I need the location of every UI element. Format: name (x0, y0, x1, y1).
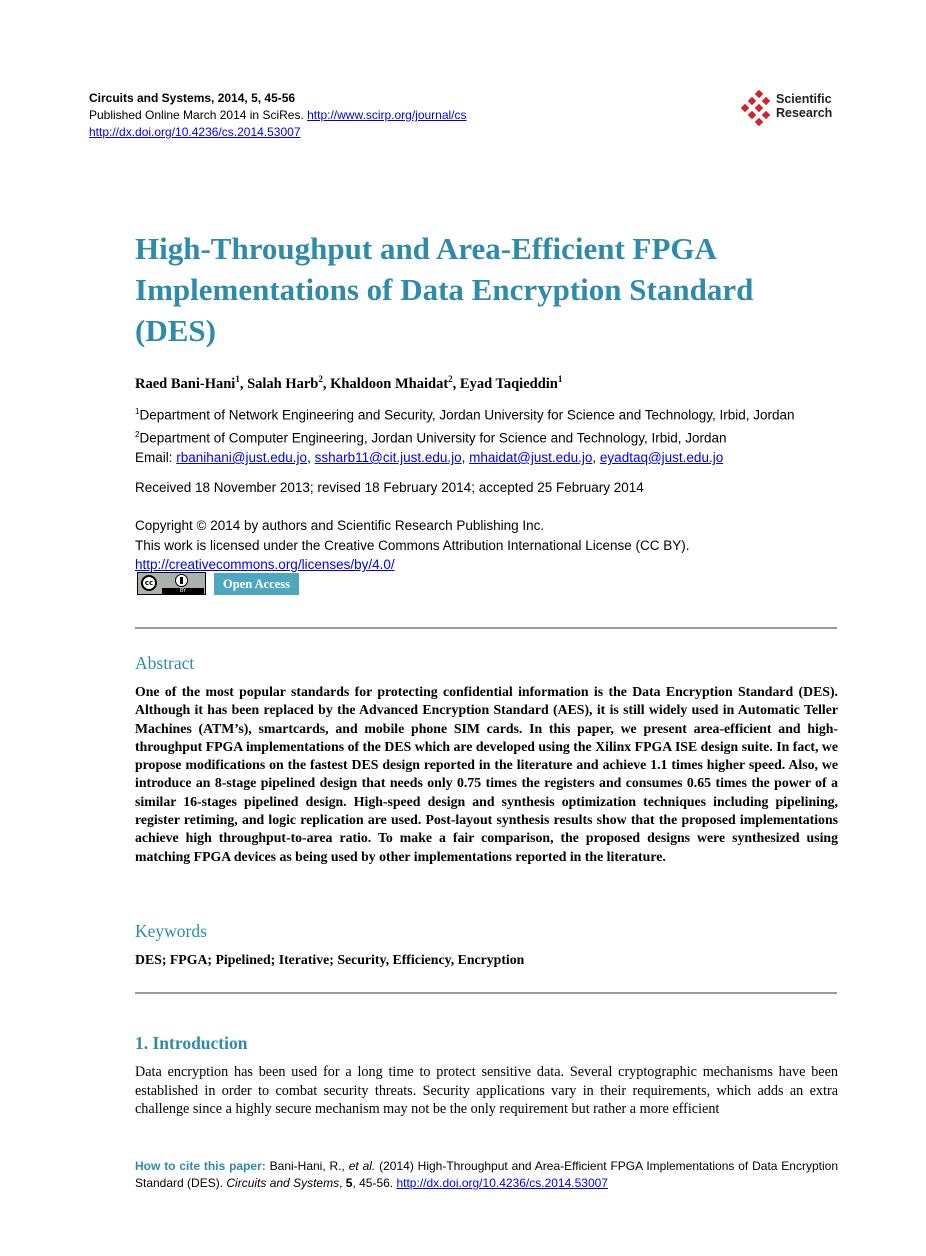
email-link[interactable]: rbanihani@just.edu.jo (176, 450, 308, 465)
author-affiliation-mark: 1 (235, 374, 240, 384)
email-label: Email: (135, 450, 177, 465)
affiliation-text: Department of Computer Engineering, Jordan University for Science and Technology, Irbid, Jordan (139, 430, 727, 446)
email-link[interactable]: ssharb11@cit.just.edu.jo (314, 450, 462, 465)
keywords-text: DES; FPGA; Pipelined; Iterative; Security, Efficiency, Encryption (135, 952, 525, 967)
cite-pages: , 45-56. (352, 1176, 397, 1190)
author-separator: , (452, 375, 460, 392)
cite-text: Bani-Hani, R., (269, 1159, 349, 1173)
paper-title: High-Throughput and Area-Efficient FPGA Implementations of Data Encryption Standard (DES) (135, 231, 754, 348)
journal-citation-line: Circuits and Systems, 2014, 5, 45-56 (89, 91, 296, 105)
author-separator: , (239, 375, 248, 392)
doi-link[interactable]: http://dx.doi.org/10.4236/cs.2014.53007 (89, 125, 301, 139)
open-access-badge: Open Access (214, 573, 299, 595)
email-line: Email: rbanihani@just.edu.jo, ssharb11@cit.just.edu.jo, mhaidat@just.edu.jo, eyadtaq@just.edu.jo (135, 450, 724, 465)
affiliation-text: Department of Network Engineering and Security, Jordan University for Science and Technology, Irbid, Jordan (139, 407, 795, 423)
license-line: This work is licensed under the Creative Commons Attribution International License (CC BY). (135, 537, 690, 553)
author-affiliation-mark: 2 (318, 374, 323, 384)
author-name: Raed Bani-Hani (135, 375, 236, 392)
author-name: Salah Harb (247, 375, 319, 392)
affiliation-line (135, 425, 855, 448)
affiliations-block (135, 402, 855, 468)
author-name: Eyad Taqieddin (459, 375, 558, 392)
by-label: BY (162, 588, 204, 594)
affiliation-number: 1 (135, 407, 140, 416)
logo-text-line2: Research (776, 106, 833, 120)
journal-url-link[interactable]: http://www.scirp.org/journal/cs (307, 108, 467, 122)
introduction-heading: 1. Introduction (135, 1033, 248, 1053)
received-dates: Received 18 November 2013; revised 18 February 2014; accepted 25 February 2014 (135, 480, 644, 495)
copyright-block (135, 516, 855, 575)
cite-text: (2014) High-Throughput and Area-Efficient FPGA Implementations of Data Encryption Standard (DES). (135, 1159, 839, 1190)
journal-header (89, 90, 849, 141)
author-list (135, 374, 562, 393)
person-icon (175, 574, 188, 587)
license-url-link[interactable]: http://creativecommons.org/licenses/by/4.0/ (135, 557, 395, 572)
cite-et-al: et al. (348, 1159, 376, 1173)
abstract-heading: Abstract (135, 653, 195, 673)
copyright-line: Copyright © 2014 by authors and Scientific Research Publishing Inc. (135, 518, 545, 533)
email-link[interactable]: eyadtaq@just.edu.jo (599, 450, 724, 465)
divider (135, 992, 837, 994)
cc-by-license-badge[interactable] (137, 572, 206, 595)
published-line (89, 107, 849, 124)
author-separator: , (322, 375, 331, 392)
scientific-research-logo (738, 90, 848, 128)
author-affiliation-mark: 2 (448, 374, 453, 384)
email-link[interactable]: mhaidat@just.edu.jo (469, 450, 593, 465)
cite-volume: 5 (345, 1176, 353, 1190)
published-text: Published Online March 2014 in SciRes. (89, 108, 308, 122)
cite-doi-link[interactable]: http://dx.doi.org/10.4236/cs.2014.53007 (396, 1176, 608, 1190)
abstract-text: One of the most popular standards for protecting confidential information is the Data Encryption Standard (DES). Although it has been replaced by the Advanced Encryption Standard (AES), it is still widely used in Automatic Teller Machines (ATM’s), smartcards, and mobile phone SIM cards. In this paper, we present area-efficient and high-throughput FPGA implementations of the DES which are developed using the Xilinx FPGA ISE design suite. In fact, we propose modifications on the fastest DES design reported in the literature and achieve 1.1 times higher speed. Also, we introduce an 8-stage pipelined design that needs only 0.75 times the registers and consumes 0.65 times the power of a similar 16-stages pipelined design. High-speed design and synthesis optimization techniques including pipelining, register retiming, and logic replication are used. Post-layout synthesis results show that the proposed implementations achieve high throughput-to-area ratio. To make a fair comparison, the proposed designs were synthesized using matching FPGA devices as being used by other implementations reported in the literature. (135, 684, 838, 864)
author-name: Khaldoon Mhaidat (330, 375, 449, 392)
divider (135, 627, 837, 629)
affiliation-line (135, 402, 855, 425)
keywords-heading: Keywords (135, 921, 207, 941)
logo-text-line1: Scientific (776, 92, 832, 106)
cc-icon: cc (141, 575, 157, 591)
cite-separator: , (339, 1176, 346, 1190)
author-affiliation-mark: 1 (557, 374, 563, 384)
affiliation-number: 2 (135, 430, 140, 439)
cite-journal: Circuits and Systems (226, 1176, 340, 1190)
how-to-cite (135, 1158, 838, 1192)
cite-label: How to cite this paper: (135, 1159, 270, 1173)
logo-diamonds-icon (738, 90, 774, 128)
introduction-text: Data encryption has been used for a long time to protect sensitive data. Several cryptographic mechanisms have been established in order to combat security threats. Security applications vary in their requirements, which adds an extra challenge since a highly secure mechanism may not be the only requirement but rather a more efficient (135, 1064, 838, 1118)
